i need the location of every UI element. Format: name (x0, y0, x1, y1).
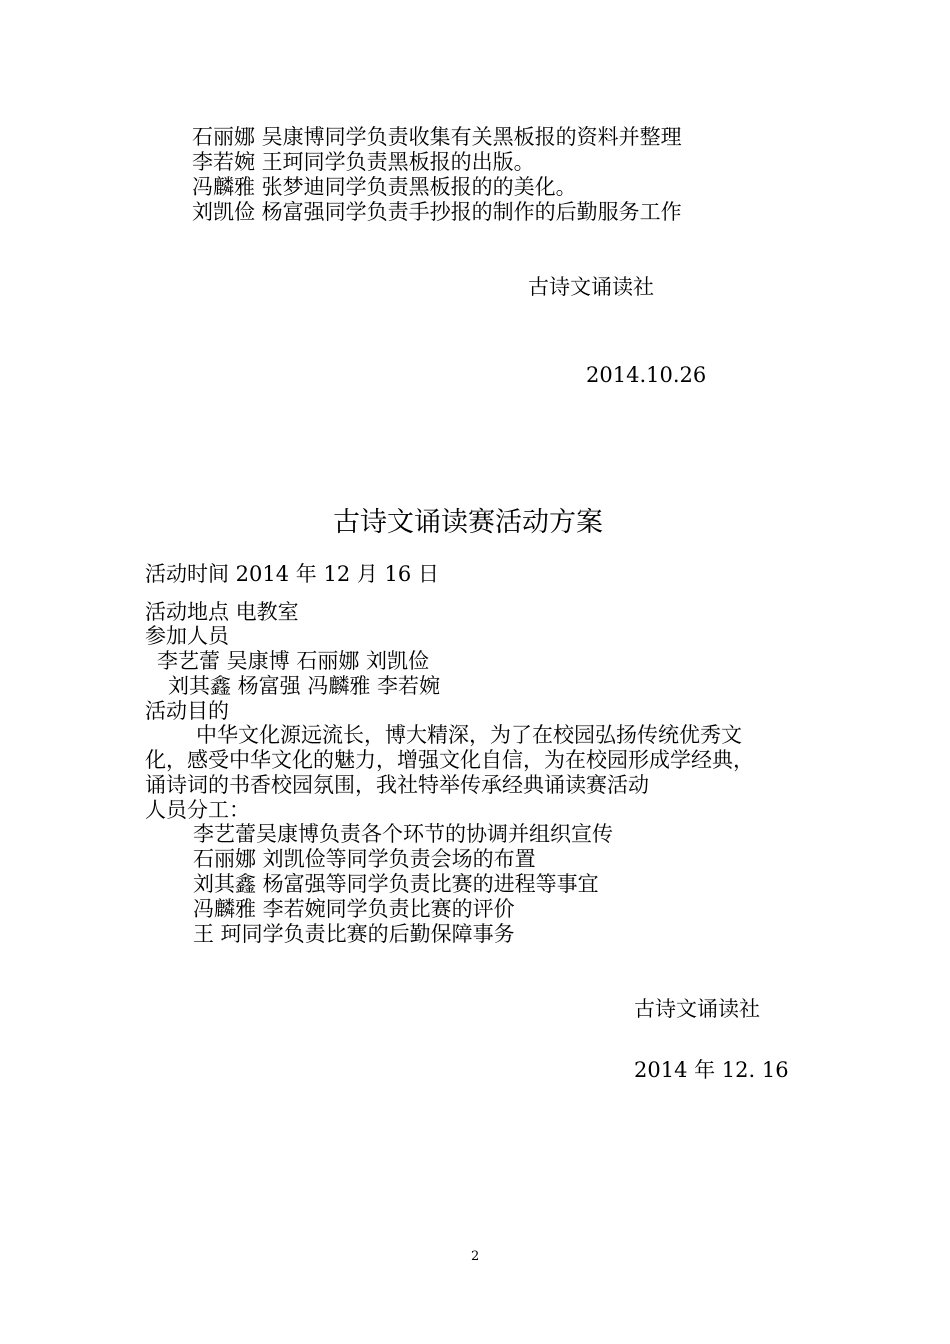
page-number: 2 (471, 1249, 480, 1264)
participants-line: 李艺蕾 吴康博 石丽娜 刘凯俭 (157, 649, 430, 673)
division-item: 王 珂同学负责比赛的后勤保障事务 (193, 922, 515, 946)
activity-place: 活动地点 电教室 (145, 600, 299, 624)
date: 2014.10.26 (586, 363, 707, 387)
task-line: 李若婉 王珂同学负责黑板报的出版。 (192, 150, 535, 174)
activity-time: 活动时间 2014 年 12 月 16 日 (145, 562, 439, 586)
division-item: 石丽娜 刘凯俭等同学负责会场的布置 (193, 847, 536, 871)
participants-line: 刘其鑫 杨富强 冯麟雅 李若婉 (168, 674, 441, 698)
signature: 古诗文诵读社 (528, 275, 654, 299)
plan-title: 古诗文诵读赛活动方案 (333, 507, 603, 538)
date: 2014 年 12. 16 (634, 1058, 789, 1082)
division-item: 刘其鑫 杨富强等同学负责比赛的进程等事宜 (193, 872, 599, 896)
division-item: 冯麟雅 李若婉同学负责比赛的评价 (193, 897, 515, 921)
signature: 古诗文诵读社 (634, 997, 760, 1021)
participants-label: 参加人员 (145, 624, 229, 648)
division-item: 李艺蕾吴康博负责各个环节的协调并组织宣传 (193, 822, 613, 846)
purpose-text: 诵诗词的书香校园氛围，我社特举传承经典诵读赛活动 (145, 773, 649, 797)
purpose-label: 活动目的 (145, 699, 229, 723)
task-line: 石丽娜 吴康博同学负责收集有关黑板报的资料并整理 (192, 125, 682, 149)
purpose-text: 中华文化源远流长，博大精深，为了在校园弘扬传统优秀文 (196, 723, 742, 747)
division-label: 人员分工： (145, 798, 250, 822)
purpose-text: 化，感受中华文化的魅力，增强文化自信，为在校园形成学经典， (145, 748, 754, 772)
task-line: 冯麟雅 张梦迪同学负责黑板报的的美化。 (192, 175, 577, 199)
task-line: 刘凯俭 杨富强同学负责手抄报的制作的后勤服务工作 (192, 200, 682, 224)
